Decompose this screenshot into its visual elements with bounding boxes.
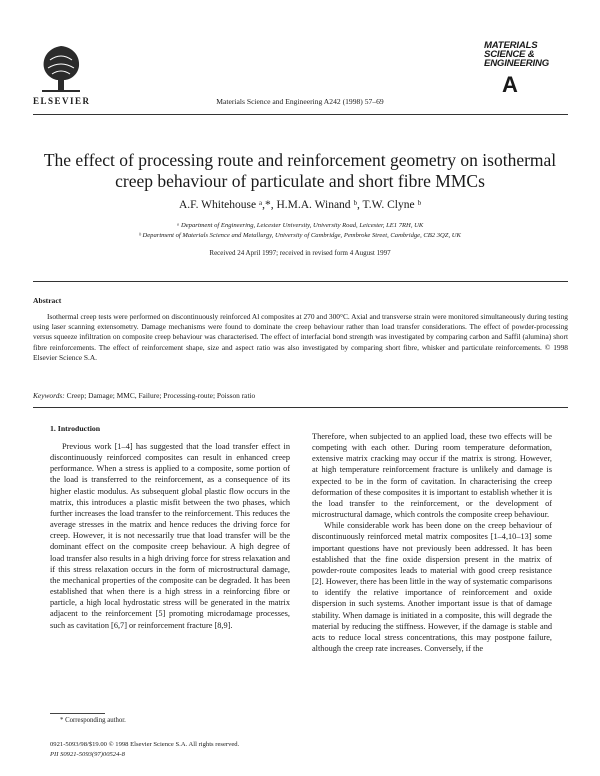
- body-paragraph: Therefore, when subjected to an applied load, these two effects will be competing with each other. During room temperature deformation, extensive matrix cracking may occur if the matrix is strong. However, at high temperature reinforcement fracture is unlikely and damage is expected to be in the form of cavitation. In characterising the creep deformation of these composites it is important to establish whether it is the load transfer to the reinforcement, or the development of microstructural damage, which controls the composite creep behaviour.: [312, 432, 552, 520]
- corresponding-author-note: * Corresponding author.: [60, 717, 126, 724]
- abstract-bottom-rule: [33, 407, 568, 408]
- header-rule: [33, 114, 568, 115]
- body-paragraph: Previous work [1–4] has suggested that the load transfer effect in discontinuously reinforced composites can result in enhanced creep performance. When a stress is applied to a composite, some portion of the load is transferred to the reinforcement, as a consequence of its higher elastic modulus. As subsequent global plastic flow occurs in the matrix, this introduces a plastic misfit between the two phases, which further increases the load transfer to the reinforcement. This reduces the average stresses in the matrix and hence reduces the driving force for creep. However, it is not necessarily true that load transfer will be the dominant effect on the composite creep behaviour. A high degree of load transfer also results in a high driving force for stress relaxation and if this stress relaxation occurs in the form of microstructural damage, the mechanical properties of the composite can be degraded. It has been established that when there is a high stress in a reinforcing fibre or particle, a high local hydrostatic stress will be generated in the matrix adjacent to the reinforcement [5] promoting microdamage processes, such as cavitation [6,7] or reinforcement fracture [8,9].: [50, 442, 290, 630]
- copyright-block: [50, 740, 239, 760]
- pii-line: PII S0921-5093(97)00524-8: [50, 751, 125, 758]
- keywords-list: Creep; Damage; MMC, Failure; Processing-route; Poisson ratio: [66, 391, 256, 400]
- journal-reference: Materials Science and Engineering A242 (1998) 57–69: [216, 97, 384, 106]
- affiliation-a: ᵃ Department of Engineering, Leicester University, University Road, Leicester, LE1 7RH, UK: [176, 222, 424, 229]
- abstract-heading: Abstract: [33, 296, 62, 305]
- article-authors: A.F. Whitehouse ᵃ,*, H.M.A. Winand ᵇ, T.W. Clyne ᵇ: [178, 199, 422, 211]
- publisher-name: ELSEVIER: [33, 96, 91, 106]
- journal-logo: [484, 41, 564, 68]
- keywords: [33, 391, 255, 400]
- journal-logo-line: ENGINEERING: [484, 58, 549, 69]
- left-column: [50, 441, 290, 631]
- journal-logo-letter: A: [502, 72, 518, 97]
- section-heading: 1. Introduction: [50, 424, 101, 433]
- body-paragraph: While considerable work has been done on the creep behaviour of discontinuously reinforced metal matrix composites [1–4,10–13] some important questions have not previously been addressed. It has been established that the fine oxide dispersion present in the matrix of powder-route composites leads to material with good creep resistance [2]. However, there has been little in the way of systematic comparisons to identify the relative importance of reinforcement and oxide dispersion in such systems. Another important issue is that of damage stability. When damage is initiated in a composite, this will degrade the material by reducing the stiffness. However, if the damage is stable and acts to reduce local stress concentrations, this may postpone failure, although the creep rate increases. Conversely, if the: [312, 521, 552, 653]
- affiliation-b: ᵇ Department of Materials Science and Metallurgy, University of Cambridge, Pembroke Street, Cambridge, CB2 3QZ, UK: [139, 232, 461, 239]
- received-dates: Received 24 April 1997; received in revised form 4 August 1997: [209, 249, 391, 257]
- right-column: [312, 431, 552, 654]
- keywords-label: Keywords:: [33, 391, 65, 400]
- article-title: The effect of processing route and reinforcement geometry on isothermal creep behaviour of particulate and short fibre MMCs: [43, 150, 557, 191]
- elsevier-tree-logo: [36, 42, 86, 94]
- copyright-line: 0921-5093/98/$19.00 © 1998 Elsevier Science S.A. All rights reserved.: [50, 741, 240, 748]
- abstract-top-rule: [33, 281, 568, 282]
- journal-logo-line: SCIENCE &: [484, 49, 535, 60]
- journal-logo-line: MATERIALS: [484, 40, 538, 51]
- abstract-text: Isothermal creep tests were performed on discontinuously reinforced Al composites at 270 and 300°C. Axial and transverse strain were monitored simultaneously during testing using laser scanning extensometry. Damage mechanisms were found to dominate the creep behaviour rather than load transfer considerations. The effect of powder-processing versus squeeze infiltration on composite creep behaviour was characterised. The effect of interfacial bond strength was investigated by comparing carbon and Saffil (alumina) short fibre reinforcements. The effect of reinforcement shape, size and aspect ratio was also investigated by comparing short fibre, whisker and particulate reinforcements. © 1998 Elsevier Science S.A.: [33, 312, 568, 362]
- footnote-rule: [50, 713, 105, 714]
